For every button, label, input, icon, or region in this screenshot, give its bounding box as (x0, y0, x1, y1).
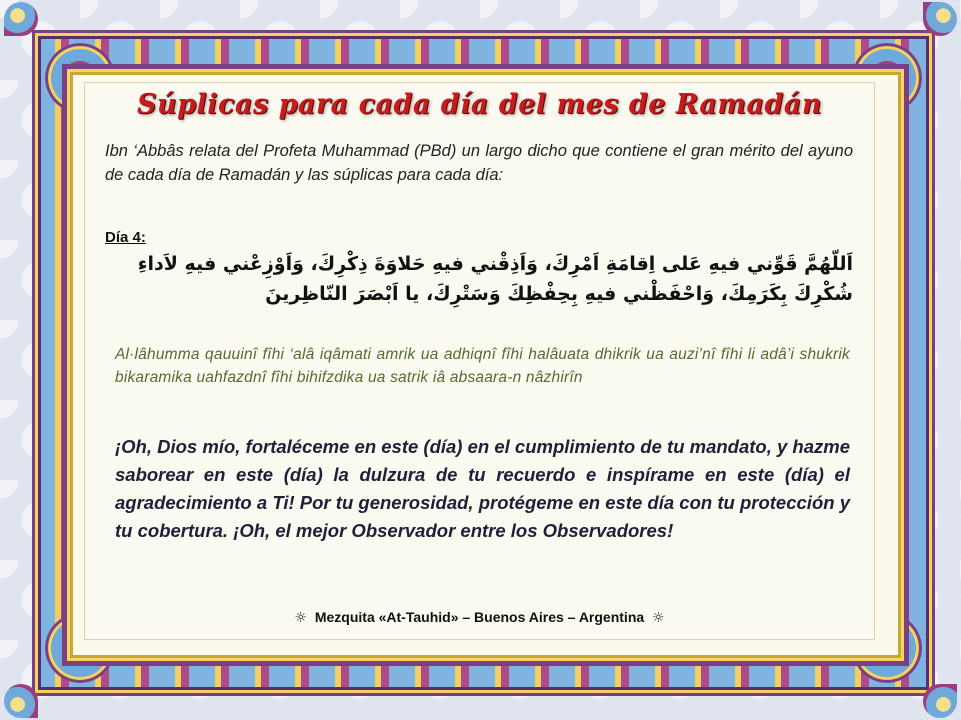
page-title: Súplicas para cada día del mes de Ramadán (137, 89, 822, 120)
transliteration-paragraph: Al·lâhumma qauuinî fîhi ‘alâ iqâmati amrik ua adhiqnî fîhi halâuata dhikrik ua auzi’nî fîhi li adâ’i shukrik bikaramika uahfazdnî fîhi bihifzdika ua satrik iâ absaara-n nâzhirîn (115, 346, 850, 386)
flower-ornament-icon (923, 684, 957, 718)
translation-paragraph: ¡Oh, Dios mío, fortaléceme en este (día) en el cumplimiento de tu mandato, y hazme saborear en este (día) la dulzura de tu recuerdo e inspírame en este (día) el agradecimiento a Ti! Por tu generosidad, protégeme en este día con tu protección y tu cobertura. ¡Oh, el mejor Observador entre los Observadores! (115, 436, 851, 541)
content-panel (84, 82, 875, 640)
footer-text: Mezquita «At-Tauhid» – Buenos Aires – Argentina (314, 609, 645, 625)
sun-ornament-icon: ☼ (294, 610, 307, 626)
flower-ornament-icon (4, 2, 38, 36)
flower-ornament-icon (4, 684, 38, 718)
sun-ornament-icon: ☼ (652, 610, 665, 626)
flower-ornament-icon (923, 2, 957, 36)
footer-credit (85, 609, 874, 626)
arabic-supplication: اَللّهُمَّ قَوِّني فيهِ عَلى اِقامَةِ اَمْرِكَ، وَاَذِقْني فيهِ حَلاوَةَ ذِكْرِكَ، وَاَوْزِعْني فيهِ لاَداءِ شُكْرِكَ بِكَرَمِكَ، وَاحْفَظْني فيهِ بِحِفْظِكَ وَسَتْرِكَ، يا اَبْصَرَ النّاظِرينَ (137, 253, 853, 305)
day-label: Día 4: (105, 229, 146, 246)
intro-paragraph: Ibn ‘Abbâs relata del Profeta Muhammad (PBd) un largo dicho que contiene el gran mérito del ayuno de cada día de Ramadán y las súplicas para cada día: (105, 142, 853, 184)
